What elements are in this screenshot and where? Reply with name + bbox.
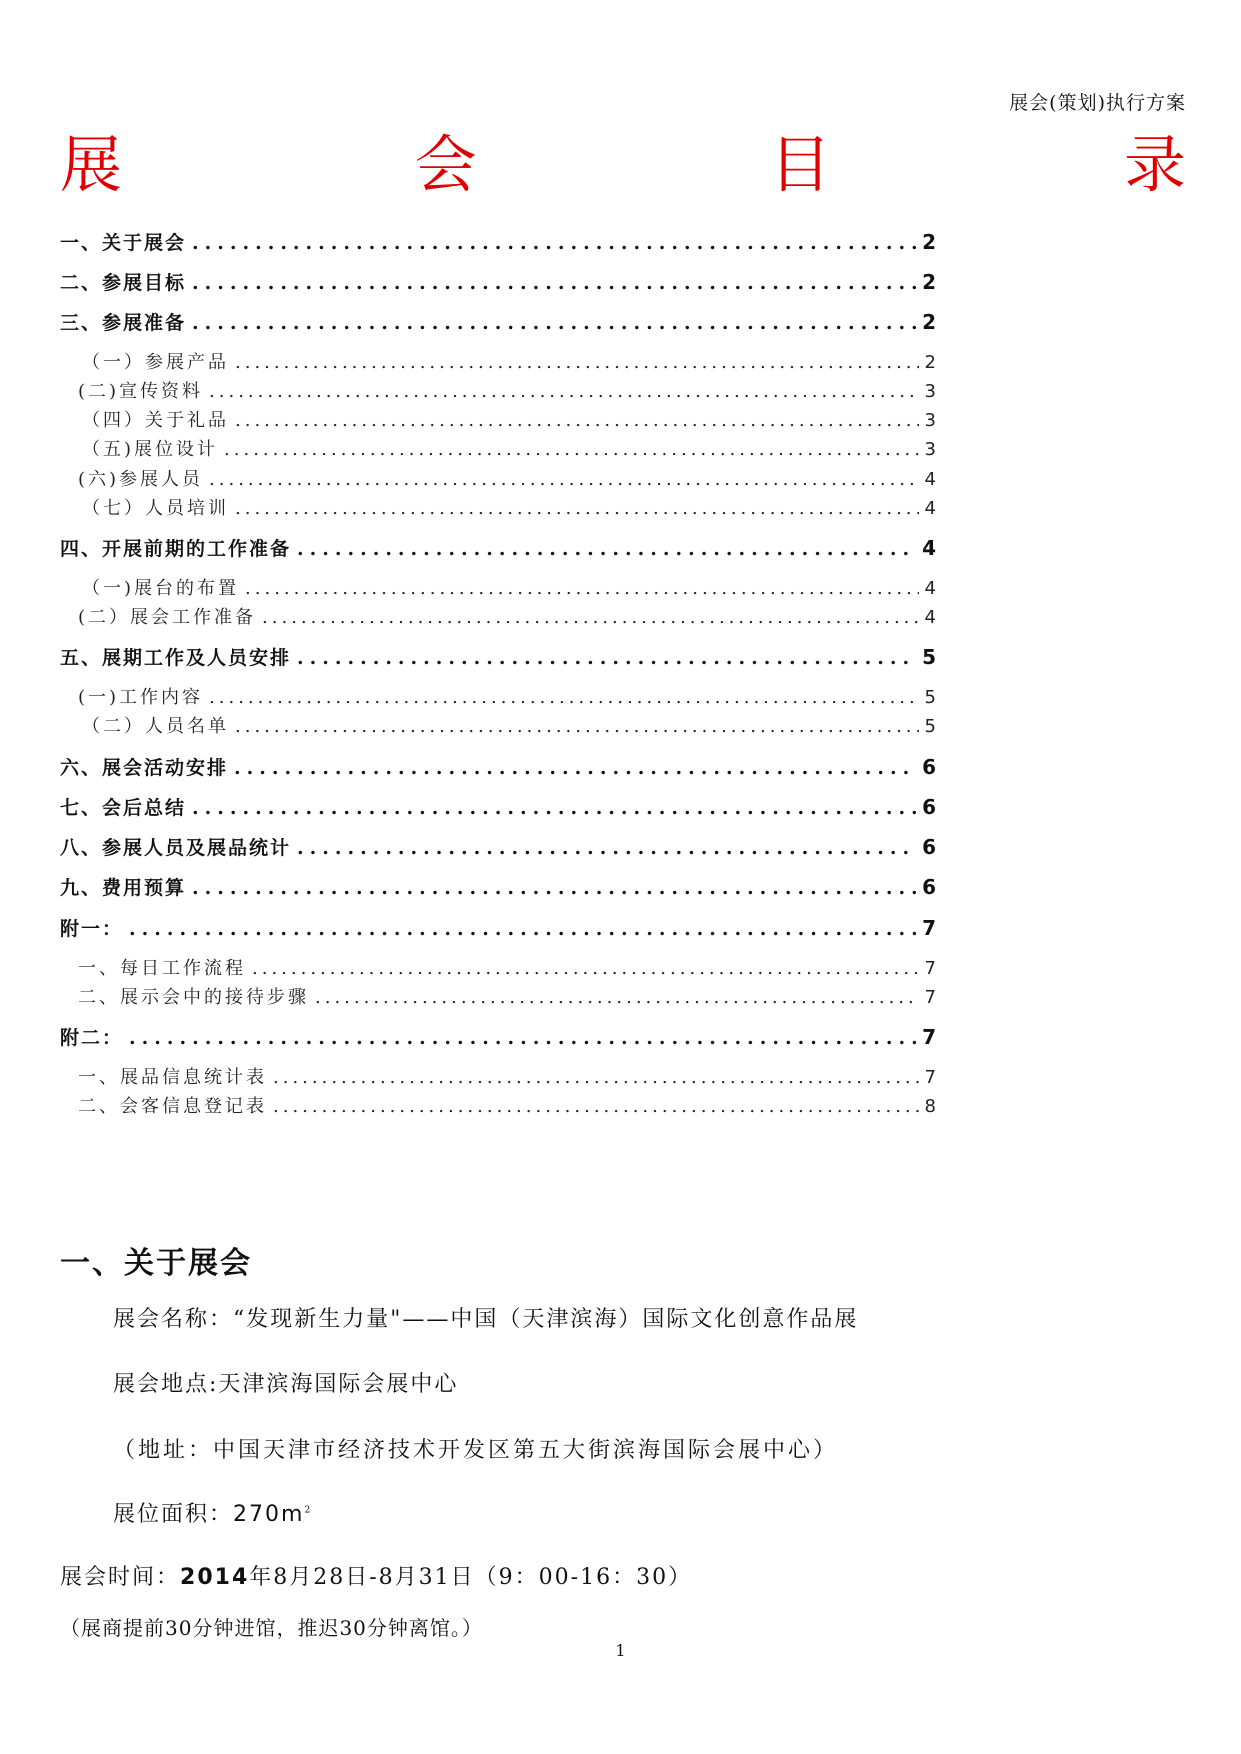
- toc-entry-label: 八、参展人员及展品统计: [60, 837, 292, 859]
- toc-entry-label: 六、展会活动安排: [60, 757, 229, 779]
- toc-entry-label: （五)展位设计: [82, 439, 219, 460]
- booth-area: [113, 1497, 312, 1528]
- toc-leader-dots: [209, 469, 919, 490]
- toc-entry[interactable]: [60, 268, 936, 295]
- toc-entry-label: (六)参展人员: [78, 469, 204, 490]
- toc-leader-dots: [224, 439, 919, 460]
- toc-entry[interactable]: [60, 603, 936, 629]
- toc-leader-dots: [297, 837, 916, 859]
- toc-leader-dots: [273, 1096, 919, 1117]
- toc-entry-label: 二、展示会中的接待步骤: [78, 987, 309, 1008]
- toc-entry[interactable]: [60, 574, 936, 600]
- toc-entry[interactable]: [60, 228, 936, 255]
- toc-entry-page: 4: [924, 498, 936, 519]
- toc-entry[interactable]: [60, 643, 936, 670]
- exhibition-time-dates: 年8月28日-8月31日（9：00-16：30）: [249, 1565, 693, 1590]
- toc-entry-label: 二、会客信息登记表: [78, 1096, 267, 1117]
- toc-entry-label: 三、参展准备: [60, 312, 187, 334]
- toc-entry-page: 3: [924, 410, 936, 431]
- toc-title-char: 展: [60, 128, 123, 201]
- toc-leader-dots: [297, 647, 916, 669]
- toc-leader-dots: [262, 607, 919, 628]
- toc-entry-label: (二)宣传资料: [78, 381, 204, 402]
- toc-entry-page: 8: [924, 1096, 936, 1117]
- toc-entry[interactable]: [60, 494, 936, 520]
- toc-entry[interactable]: [60, 348, 936, 374]
- toc-entry-page: 6: [922, 755, 936, 779]
- toc-entry-label: 一、每日工作流程: [78, 958, 246, 979]
- toc-entry-page: 3: [924, 439, 936, 460]
- section-heading: 一、关于展会: [60, 1246, 252, 1281]
- toc-entry-page: 7: [922, 916, 936, 940]
- toc-entry-page: 6: [922, 795, 936, 819]
- toc-leader-dots: [209, 381, 919, 402]
- toc-title-char: 录: [1123, 128, 1186, 201]
- exhibition-time-label: 展会时间：: [60, 1565, 181, 1590]
- booth-area-label: 展位面积：: [113, 1502, 234, 1527]
- toc-entry-label: (一)工作内容: [78, 687, 204, 708]
- toc-entry[interactable]: [60, 1092, 936, 1118]
- toc-entry-page: 4: [922, 536, 936, 560]
- toc-entry[interactable]: [60, 465, 936, 491]
- toc-title: [60, 125, 1186, 205]
- toc-entry-label: （二）人员名单: [82, 716, 229, 737]
- toc-entry-label: 附一：: [60, 918, 124, 940]
- toc-entry-page: 6: [922, 835, 936, 859]
- toc-entry[interactable]: [60, 753, 936, 780]
- toc-entry-label: (二）展会工作准备: [78, 607, 257, 628]
- toc-entry-label: 二、参展目标: [60, 272, 187, 294]
- toc-leader-dots: [235, 410, 919, 431]
- toc-entry-page: 2: [924, 352, 936, 373]
- exhibition-name: 展会名称：“发现新生力量"——中国（天津滨海）国际文化创意作品展: [113, 1307, 859, 1332]
- booth-area-unit-sup: 2: [304, 1505, 313, 1516]
- toc-leader-dots: [192, 797, 916, 819]
- toc-entry-label: 一、展品信息统计表: [78, 1067, 267, 1088]
- toc-entry[interactable]: [60, 873, 936, 900]
- toc-entry[interactable]: [60, 534, 936, 561]
- toc-entry-page: 4: [924, 578, 936, 599]
- toc-leader-dots: [129, 918, 916, 940]
- toc-title-char: 目: [769, 128, 832, 201]
- toc-entry-label: 一、关于展会: [60, 232, 187, 254]
- exhibition-time-year: 2014: [180, 1565, 250, 1590]
- toc-entry[interactable]: [60, 683, 936, 709]
- toc-entry-label: 四、开展前期的工作准备: [60, 538, 292, 560]
- toc-leader-dots: [235, 498, 919, 519]
- toc-leader-dots: [315, 987, 919, 1008]
- toc-leader-dots: [297, 538, 916, 560]
- toc-entry-label: 九、费用预算: [60, 877, 187, 899]
- toc-entry-page: 5: [922, 645, 936, 669]
- exhibitor-note: （展商提前30分钟进馆，推迟30分钟离馆。）: [60, 1616, 483, 1640]
- toc-entry[interactable]: [60, 308, 936, 335]
- toc-entry-label: 附二：: [60, 1027, 124, 1049]
- toc-title-char: 会: [414, 128, 477, 201]
- toc-entry[interactable]: [60, 1023, 936, 1050]
- toc-entry-page: 2: [922, 310, 936, 334]
- toc-entry-page: 2: [922, 230, 936, 254]
- page-number: 1: [615, 1641, 626, 1660]
- toc-entry-page: 4: [924, 607, 936, 628]
- toc-entry-label: （一)展台的布置: [82, 578, 240, 599]
- toc-leader-dots: [209, 687, 919, 708]
- toc-entry-page: 7: [922, 1025, 936, 1049]
- toc-leader-dots: [234, 757, 916, 779]
- toc-entry-page: 4: [924, 469, 936, 490]
- toc-entry[interactable]: [60, 406, 936, 432]
- toc-entry-page: 7: [924, 987, 936, 1008]
- toc-entry-label: 五、展期工作及人员安排: [60, 647, 292, 669]
- toc-leader-dots: [192, 877, 916, 899]
- exhibition-venue: 展会地点:天津滨海国际会展中心: [113, 1372, 459, 1397]
- toc-leader-dots: [192, 272, 916, 294]
- toc-leader-dots: [129, 1027, 916, 1049]
- exhibition-address: （地址：中国天津市经济技术开发区第五大街滨海国际会展中心）: [113, 1438, 839, 1463]
- toc-entry[interactable]: [60, 914, 936, 941]
- booth-area-value: 270m: [233, 1502, 305, 1527]
- document-header: 展会(策划)执行方案: [1009, 92, 1186, 114]
- toc-leader-dots: [245, 578, 919, 599]
- toc-entry-label: 七、会后总结: [60, 797, 187, 819]
- toc-entry-page: 5: [924, 716, 936, 737]
- toc-entry-page: 6: [922, 875, 936, 899]
- toc-entry-label: （四）关于礼品: [82, 410, 229, 431]
- toc-entry[interactable]: [60, 833, 936, 860]
- toc-entry[interactable]: [60, 435, 936, 461]
- exhibition-time: [60, 1560, 692, 1591]
- toc-entry-page: 5: [924, 687, 936, 708]
- toc-leader-dots: [192, 232, 916, 254]
- toc-entry-page: 7: [924, 958, 936, 979]
- toc-entry-page: 3: [924, 381, 936, 402]
- toc-leader-dots: [273, 1067, 919, 1088]
- toc-entry[interactable]: [60, 954, 936, 980]
- toc-entry-label: （一）参展产品: [82, 352, 229, 373]
- toc-leader-dots: [192, 312, 916, 334]
- toc-entry[interactable]: [60, 793, 936, 820]
- toc-entry-page: 2: [922, 270, 936, 294]
- toc-entry-page: 7: [924, 1067, 936, 1088]
- toc-leader-dots: [252, 958, 919, 979]
- toc-entry-label: （七）人员培训: [82, 498, 229, 519]
- toc-entry[interactable]: [60, 712, 936, 738]
- toc-entry[interactable]: [60, 1063, 936, 1089]
- toc-entry[interactable]: [60, 983, 936, 1009]
- toc-entry[interactable]: [60, 377, 936, 403]
- toc-leader-dots: [235, 716, 919, 737]
- toc-leader-dots: [235, 352, 919, 373]
